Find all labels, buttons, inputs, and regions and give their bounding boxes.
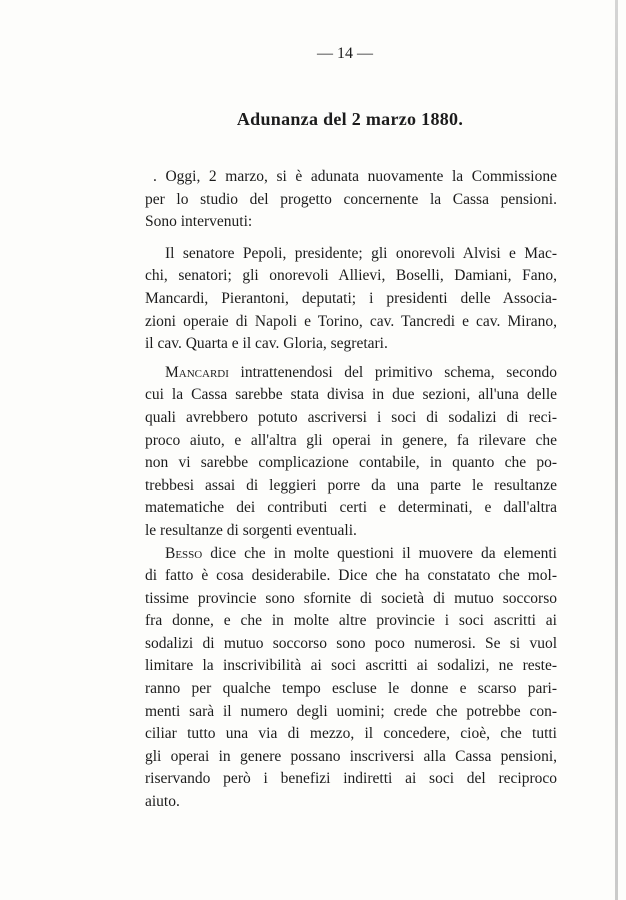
text-line: sodalizi di mutuo soccorso sono poco numerosi. Se si vuol (145, 634, 557, 652)
text-line: ranno per qualche tempo escluse le donne e scarso pari- (145, 680, 557, 698)
text-line: per lo studio del progetto concernente la Cassa pensioni. (145, 190, 557, 208)
text-line: il cav. Quarta e il cav. Gloria, segretari. (145, 335, 388, 353)
text-line: limitare la inscrivibilità ai soci ascritti ai sodalizi, ne reste- (145, 657, 557, 675)
paragraph-attendees (145, 243, 557, 356)
paragraph-opening (145, 166, 557, 234)
speaker-name: Mancardi (165, 363, 229, 381)
text-line: Mancardi, Pierantoni, deputati; i presidenti delle Associa- (145, 289, 557, 307)
text-line: Sono intervenuti: (145, 213, 253, 231)
paragraphs-discussion (145, 362, 557, 814)
text-line (145, 543, 557, 566)
text-line: ciliar tutto una via di mezzo, il concedere, cioè, che tutti (145, 725, 557, 743)
text-line: trebbesi assai di leggieri porre da una parte le resultanze (145, 476, 557, 494)
text-line: gli operai in genere possano inscriversi alla Cassa pensioni, (145, 747, 557, 765)
text-line: chi, senatori; gli onorevoli Allievi, Boselli, Damiani, Fano, (145, 267, 557, 285)
section-title: Adunanza del 2 marzo 1880. (236, 109, 464, 129)
text-line: quali avrebbero potuto ascriversi i soci di sodalizi di reci- (145, 408, 557, 426)
text-line: menti sarà il numero degli uomini; crede che potrebbe con- (145, 702, 557, 720)
text-line: proco aiuto, e all'altra gli operai in genere, fa rilevare che (145, 431, 557, 449)
text-line: di fatto è cosa desiderabile. Dice che ha constatato che mol- (145, 567, 557, 585)
text-line: non vi sarebbe complicazione contabile, in quanto che po- (145, 454, 557, 472)
text-line: Il senatore Pepoli, presidente; gli onorevoli Alvisi e Mac- (165, 244, 557, 262)
text-line (145, 362, 557, 385)
text-segment: intrattenendosi del primitivo schema, secondo (228, 363, 557, 381)
text-line: matematiche dei contributi certi e determinati, e dall'altra (145, 499, 557, 517)
text-line: zioni operaie di Napoli e Torino, cav. Tancredi e cav. Mirano, (145, 312, 557, 330)
text-line: tissime provincie sono sfornite di società di mutuo soccorso (145, 589, 557, 607)
text-segment: dice che in molte questioni il muovere da elementi (202, 544, 557, 562)
text-line: riservando però i benefizi indiretti ai soci del reciproco (145, 770, 557, 788)
text-line: fra donne, e che in molte altre provincie i soci ascritti ai (145, 612, 557, 630)
speaker-name: Besso (165, 544, 203, 562)
text-line: le resultanze di sorgenti eventuali. (145, 521, 357, 539)
text-line: aiuto. (145, 793, 180, 811)
page-number: — 14 — (317, 45, 373, 62)
text-line: cui la Cassa sarebbe stata divisa in due sezioni, all'una delle (145, 386, 557, 404)
text-line: . Oggi, 2 marzo, si è adunata nuovamente la Commissione (153, 168, 557, 185)
